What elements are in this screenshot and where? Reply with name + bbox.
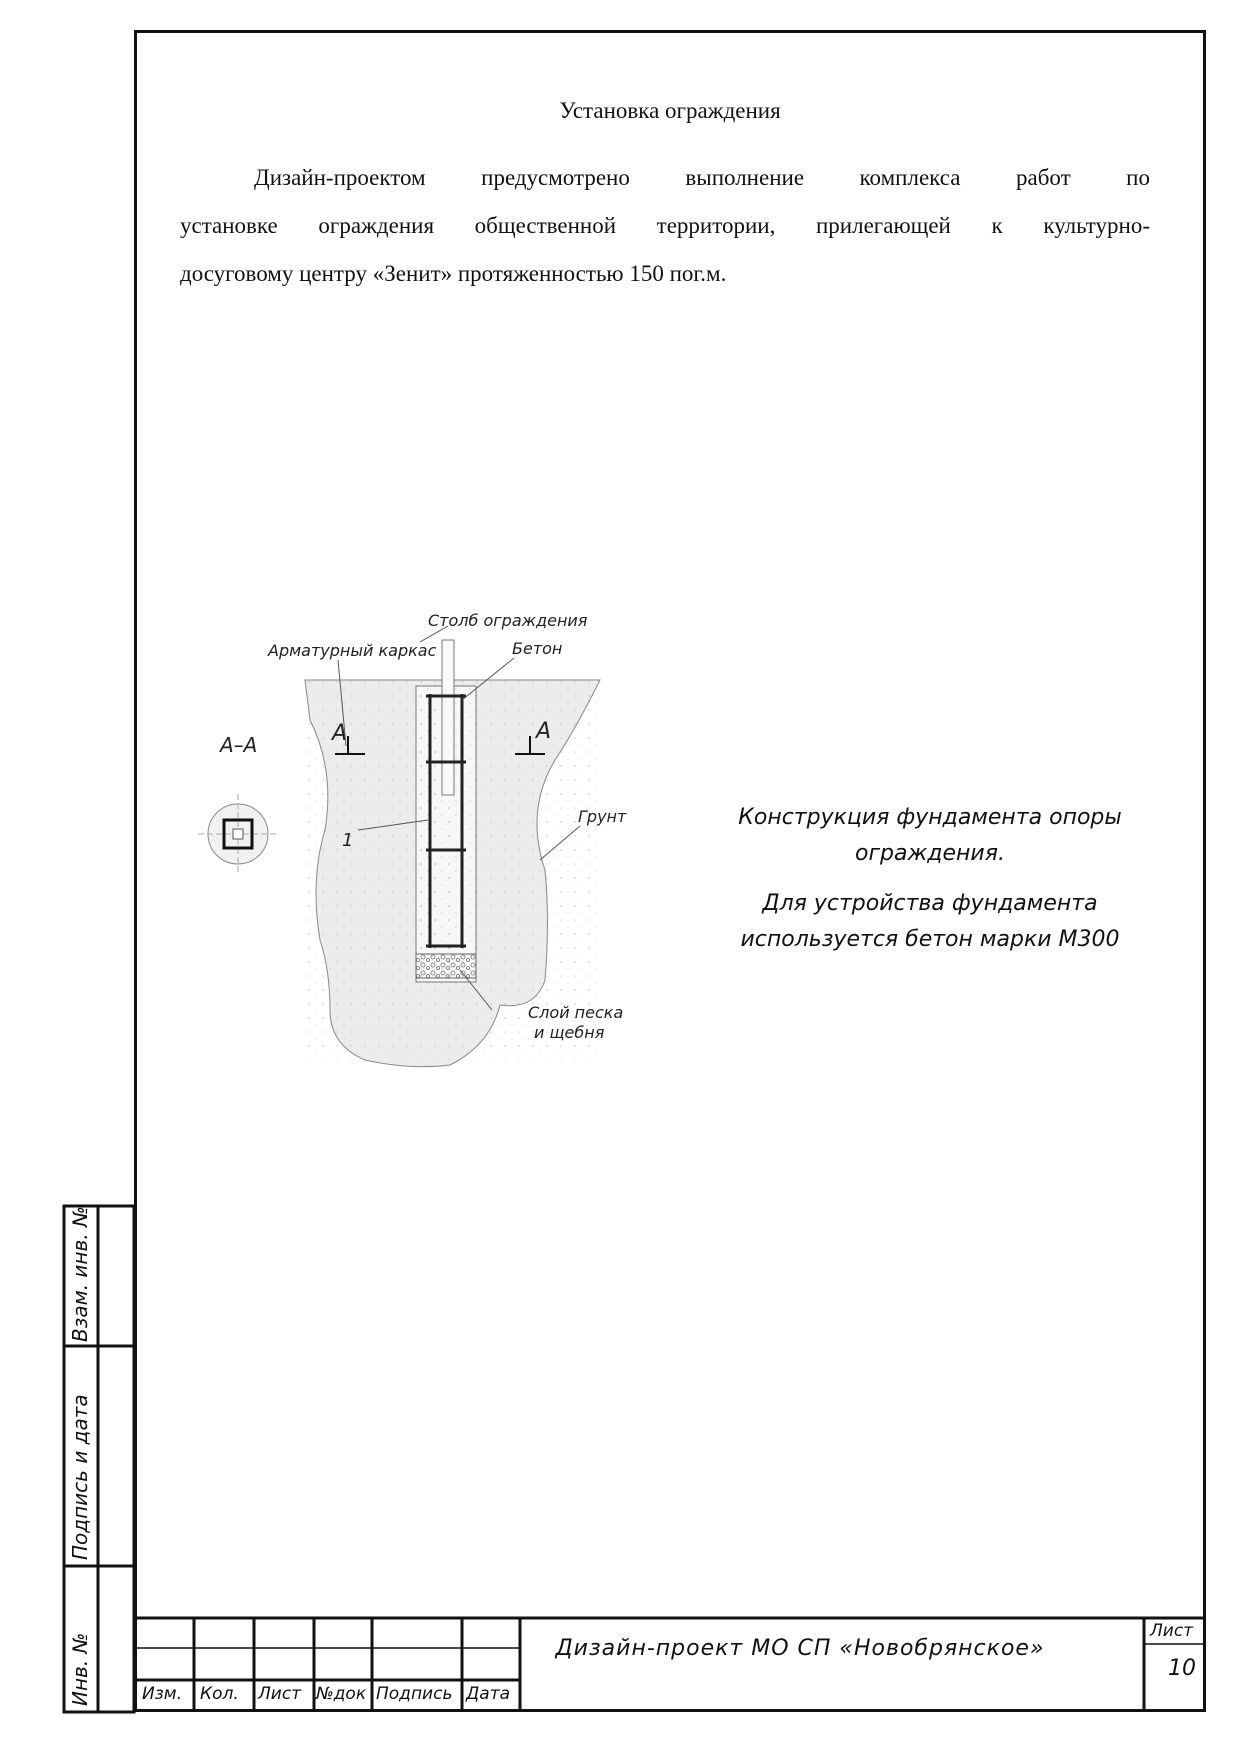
sheet-number: 10 [1168, 1656, 1196, 1681]
section-mark-left: А [332, 721, 348, 746]
section-title: Установка ограждения [559, 98, 781, 123]
paragraph-line: установке ограждения общественной территории, прилегающей к культурно- [180, 213, 1150, 238]
post-label: Столб ограждения [428, 611, 588, 630]
item-number-label: 1 [342, 830, 354, 851]
side-field-signature-date: Подпись и дата [68, 1394, 92, 1560]
column-label-change: Изм. [142, 1684, 182, 1704]
section-view [198, 794, 278, 874]
rebar-label: Арматурный каркас [268, 641, 437, 660]
caption-line-1: Конструкция фундамента опоры ограждения. [738, 805, 1122, 866]
gravel-bed [416, 954, 476, 978]
column-label-doc-number: №док [316, 1684, 367, 1704]
sheet-label: Лист [1150, 1621, 1194, 1641]
column-label-count: Кол. [200, 1684, 239, 1704]
column-label-signature: Подпись [376, 1684, 453, 1704]
concrete-label: Бетон [512, 639, 563, 658]
sand-layer-label-1: Слой песка [528, 1003, 624, 1022]
sand-layer-label-2: и щебня [534, 1023, 605, 1042]
section-mark-right: А [536, 719, 552, 744]
soil-label: Грунт [578, 807, 627, 826]
side-field-replacement: Взам. инв. № [68, 1206, 92, 1342]
side-field-inventory: Инв. № [68, 1632, 92, 1706]
foundation-drawing [180, 611, 660, 1170]
column-label-date: Дата [466, 1684, 511, 1704]
section-view-label: А–А [220, 733, 258, 757]
column-label-sheet: Лист [258, 1684, 302, 1704]
caption-line-2: Для устройства фундамента используется бетон марки М300 [740, 891, 1120, 952]
intro-paragraph [180, 154, 1150, 298]
drawing-caption [700, 800, 1160, 972]
paragraph-line: Дизайн-проектом предусмотрено выполнение комплекса работ по [254, 165, 1150, 190]
fence-post [442, 640, 454, 795]
project-title: Дизайн-проект МО СП «Новобрянское» [555, 1636, 1045, 1661]
paragraph-line: досуговому центру «Зенит» протяженностью 150 пог.м. [180, 261, 727, 286]
